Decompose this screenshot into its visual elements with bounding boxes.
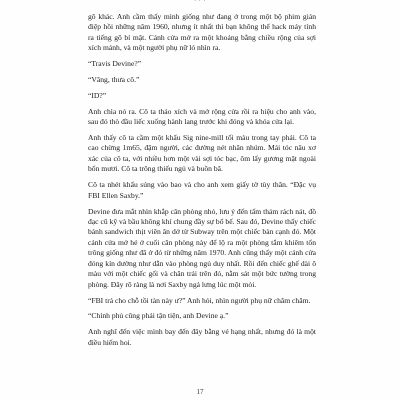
paragraph: “Vâng, thưa cô.” (88, 75, 140, 85)
paragraph: Cô ta nhét khẩu súng vào bao và cho anh xem giấy tờ tùy thân. “Đặc vụ FBI Ellen Saxby.” (88, 180, 316, 200)
paragraph: Devine đưa mắt nhìn khắp căn phòng nhỏ, lưu ý đến tấm thảm rách nát, đồ đạc cũ kỹ và bầu không khí chung đầy sự bổ bế. Sau đó, Devine thấy chiếc bánh sandwich thịt viên ăn dở từ Subway trên một chiếc bàn cạnh đó. Một cánh cửa mở hé ở cuối căn phòng này để lộ ra một phòng tắm khiêm tốn trông giống như đã ở đó từ những năm 1970. Anh cũng thấy một cánh cửa đóng kín dường như dẫn vào phòng ngủ duy nhất. Rồi đến chiếc ghế dài ô màu với một chiếc gối và chăn trải trên đó, nằm sát một bức tường trong phòng. Đây rõ ràng là nơi Saxby ngả lưng lúc một mỏi. (88, 206, 316, 289)
body-text (88, 12, 316, 354)
paragraph: Anh thấy cô ta cầm một khẩu Sig nine-mill tối màu trong tay phải. Cô ta cao chừng 1m65, đậm người, các đường nét nhăn nhúm. Mái tóc nâu xơ xác của cô ta, với nhiều hơn một vài sợi tóc bạc, ôm lấy gương mặt ngoài bốn mươi. Cô ta trông thiếu ngủ và buồn bã. (88, 133, 316, 174)
paragraph: gõ khác. Anh cầm thấy mình giống như đang ở trong một bộ phim gián điệp hồi những năm 1960, nhưng ít nhất thì bạn không thể hack máy tính ra tiếng gõ bí mật. Cánh cửa mở ra một khoảng bằng chiều rộng của sợi xích mảnh, và một người phụ nữ ló nhìn ra. (88, 12, 316, 53)
paragraph: “FBI trả cho chỗ tồi tàn này ư?” Anh hỏi, nhìn người phụ nữ chăm chăm. (88, 295, 311, 305)
paragraph: “Travis Devine?” (88, 59, 142, 69)
paragraph: Anh nghĩ đến việc mình bay đến đây bằng vé hạng nhất, nhưng đó là một điều hiếm hoi. (88, 327, 316, 347)
running-header: · · · (194, 0, 206, 4)
page-number: 17 (196, 388, 204, 396)
paragraph: Anh chìa nó ra. Cô ta tháo xích và mở rộng cửa rồi ra hiệu cho anh vào, sau đó thò đầu liếc xuống hành lang trước khi đóng và khóa cửa lại. (88, 106, 316, 127)
paragraph: “ID?” (88, 90, 107, 100)
paragraph: “Chính phủ cũng phải tận tiện, anh Devine ạ.” (88, 311, 229, 321)
